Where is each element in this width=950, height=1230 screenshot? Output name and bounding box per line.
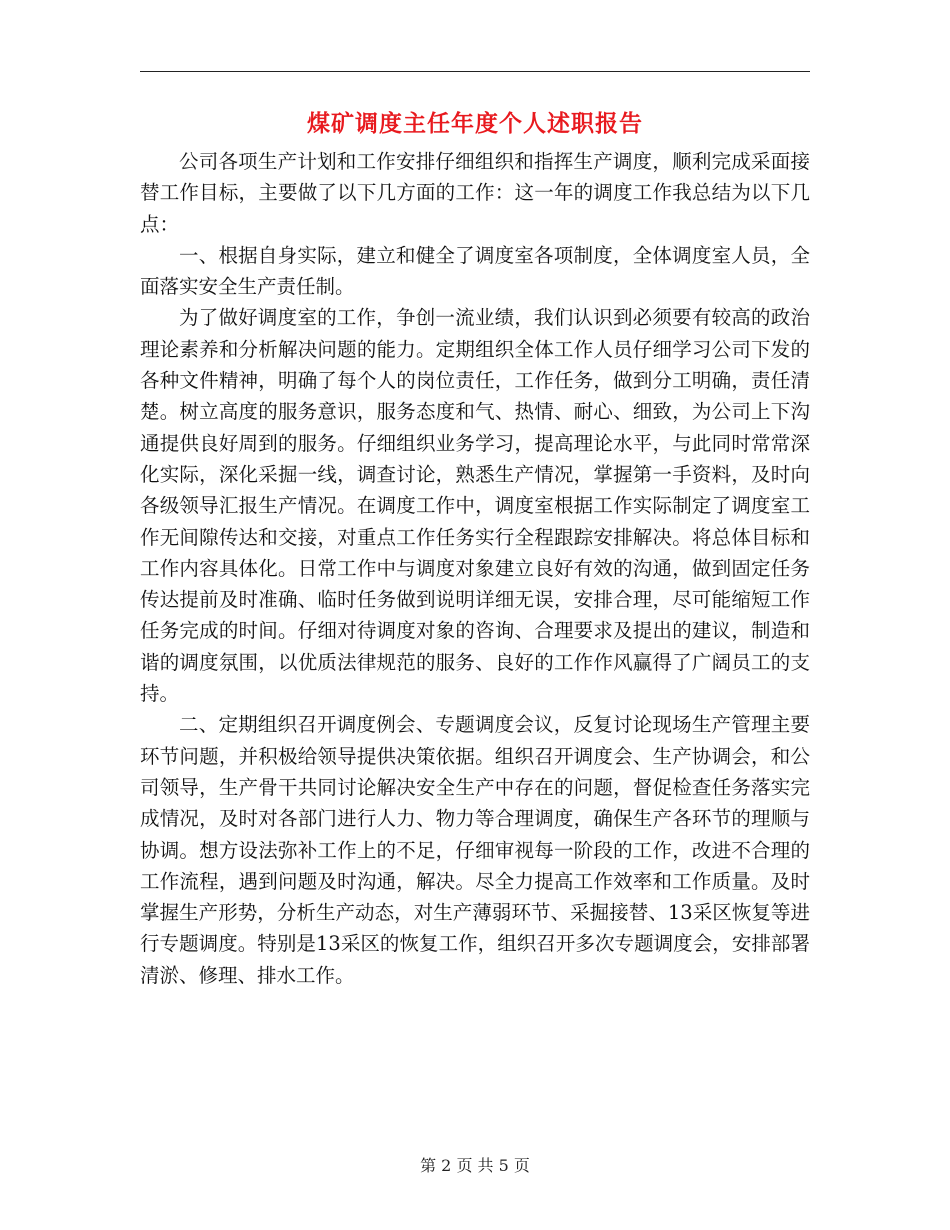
document-body <box>140 146 810 991</box>
paragraph-section-2: 二、定期组织召开调度例会、专题调度会议，反复讨论现场生产管理主要环节问题，并积极给领导提供决策依据。组织召开调度会、生产协调会，和公司领导，生产骨干共同讨论解决安全生产中存在的问题，督促检查任务落实完成情况，及时对各部门进行人力、物力等合理调度，确保生产各环节的理顺与协调。想方设法弥补工作上的不足，仔细审视每一阶段的工作，改进不合理的工作流程，遇到问题及时沟通，解决。尽全力提高工作效率和工作质量。及时掌握生产形势，分析生产动态，对生产薄弱环节、采掘接替、13采区恢复等进行专题调度。特别是13采区的恢复工作，组织召开多次专题调度会，安排部署清淤、修理、排水工作。 <box>140 713 810 987</box>
paragraph-intro: 公司各项生产计划和工作安排仔细组织和指挥生产调度，顺利完成采面接替工作目标，主要做了以下几方面的工作：这一年的调度工作我总结为以下几点： <box>140 150 810 236</box>
paragraph-section-1-body: 为了做好调度室的工作，争创一流业绩，我们认识到必须要有较高的政治理论素养和分析解决问题的能力。定期组织全体工作人员仔细学习公司下发的各种文件精神，明确了每个人的岗位责任，工作任务，做到分工明确，责任清楚。树立高度的服务意识，服务态度和气、热情、耐心、细致，为公司上下沟通提供良好周到的服务。仔细组织业务学习，提高理论水平，与此同时常常深化实际，深化采掘一线，调查讨论，熟悉生产情况，掌握第一手资料，及时向各级领导汇报生产情况。在调度工作中，调度室根据工作实际制定了调度室工作无间隙传达和交接，对重点工作任务实行全程跟踪安排解决。将总体目标和工作内容具体化。日常工作中与调度对象建立良好有效的沟通，做到固定任务传达提前及时准确、临时任务做到说明详细无误，安排合理，尽可能缩短工作任务完成的时间。仔细对待调度对象的咨询、合理要求及提出的建议，制造和谐的调度氛围，以优质法律规范的服务、良好的工作作风赢得了广阔员工的支持。 <box>140 306 810 706</box>
header-rule <box>140 71 810 72</box>
page-number: 第 2 页 共 5 页 <box>420 1156 530 1175</box>
document-title: 煤矿调度主任年度个人述职报告 <box>307 110 643 137</box>
paragraph-section-1-heading: 一、根据自身实际，建立和健全了调度室各项制度，全体调度室人员，全面落实安全生产责任制。 <box>140 243 810 299</box>
